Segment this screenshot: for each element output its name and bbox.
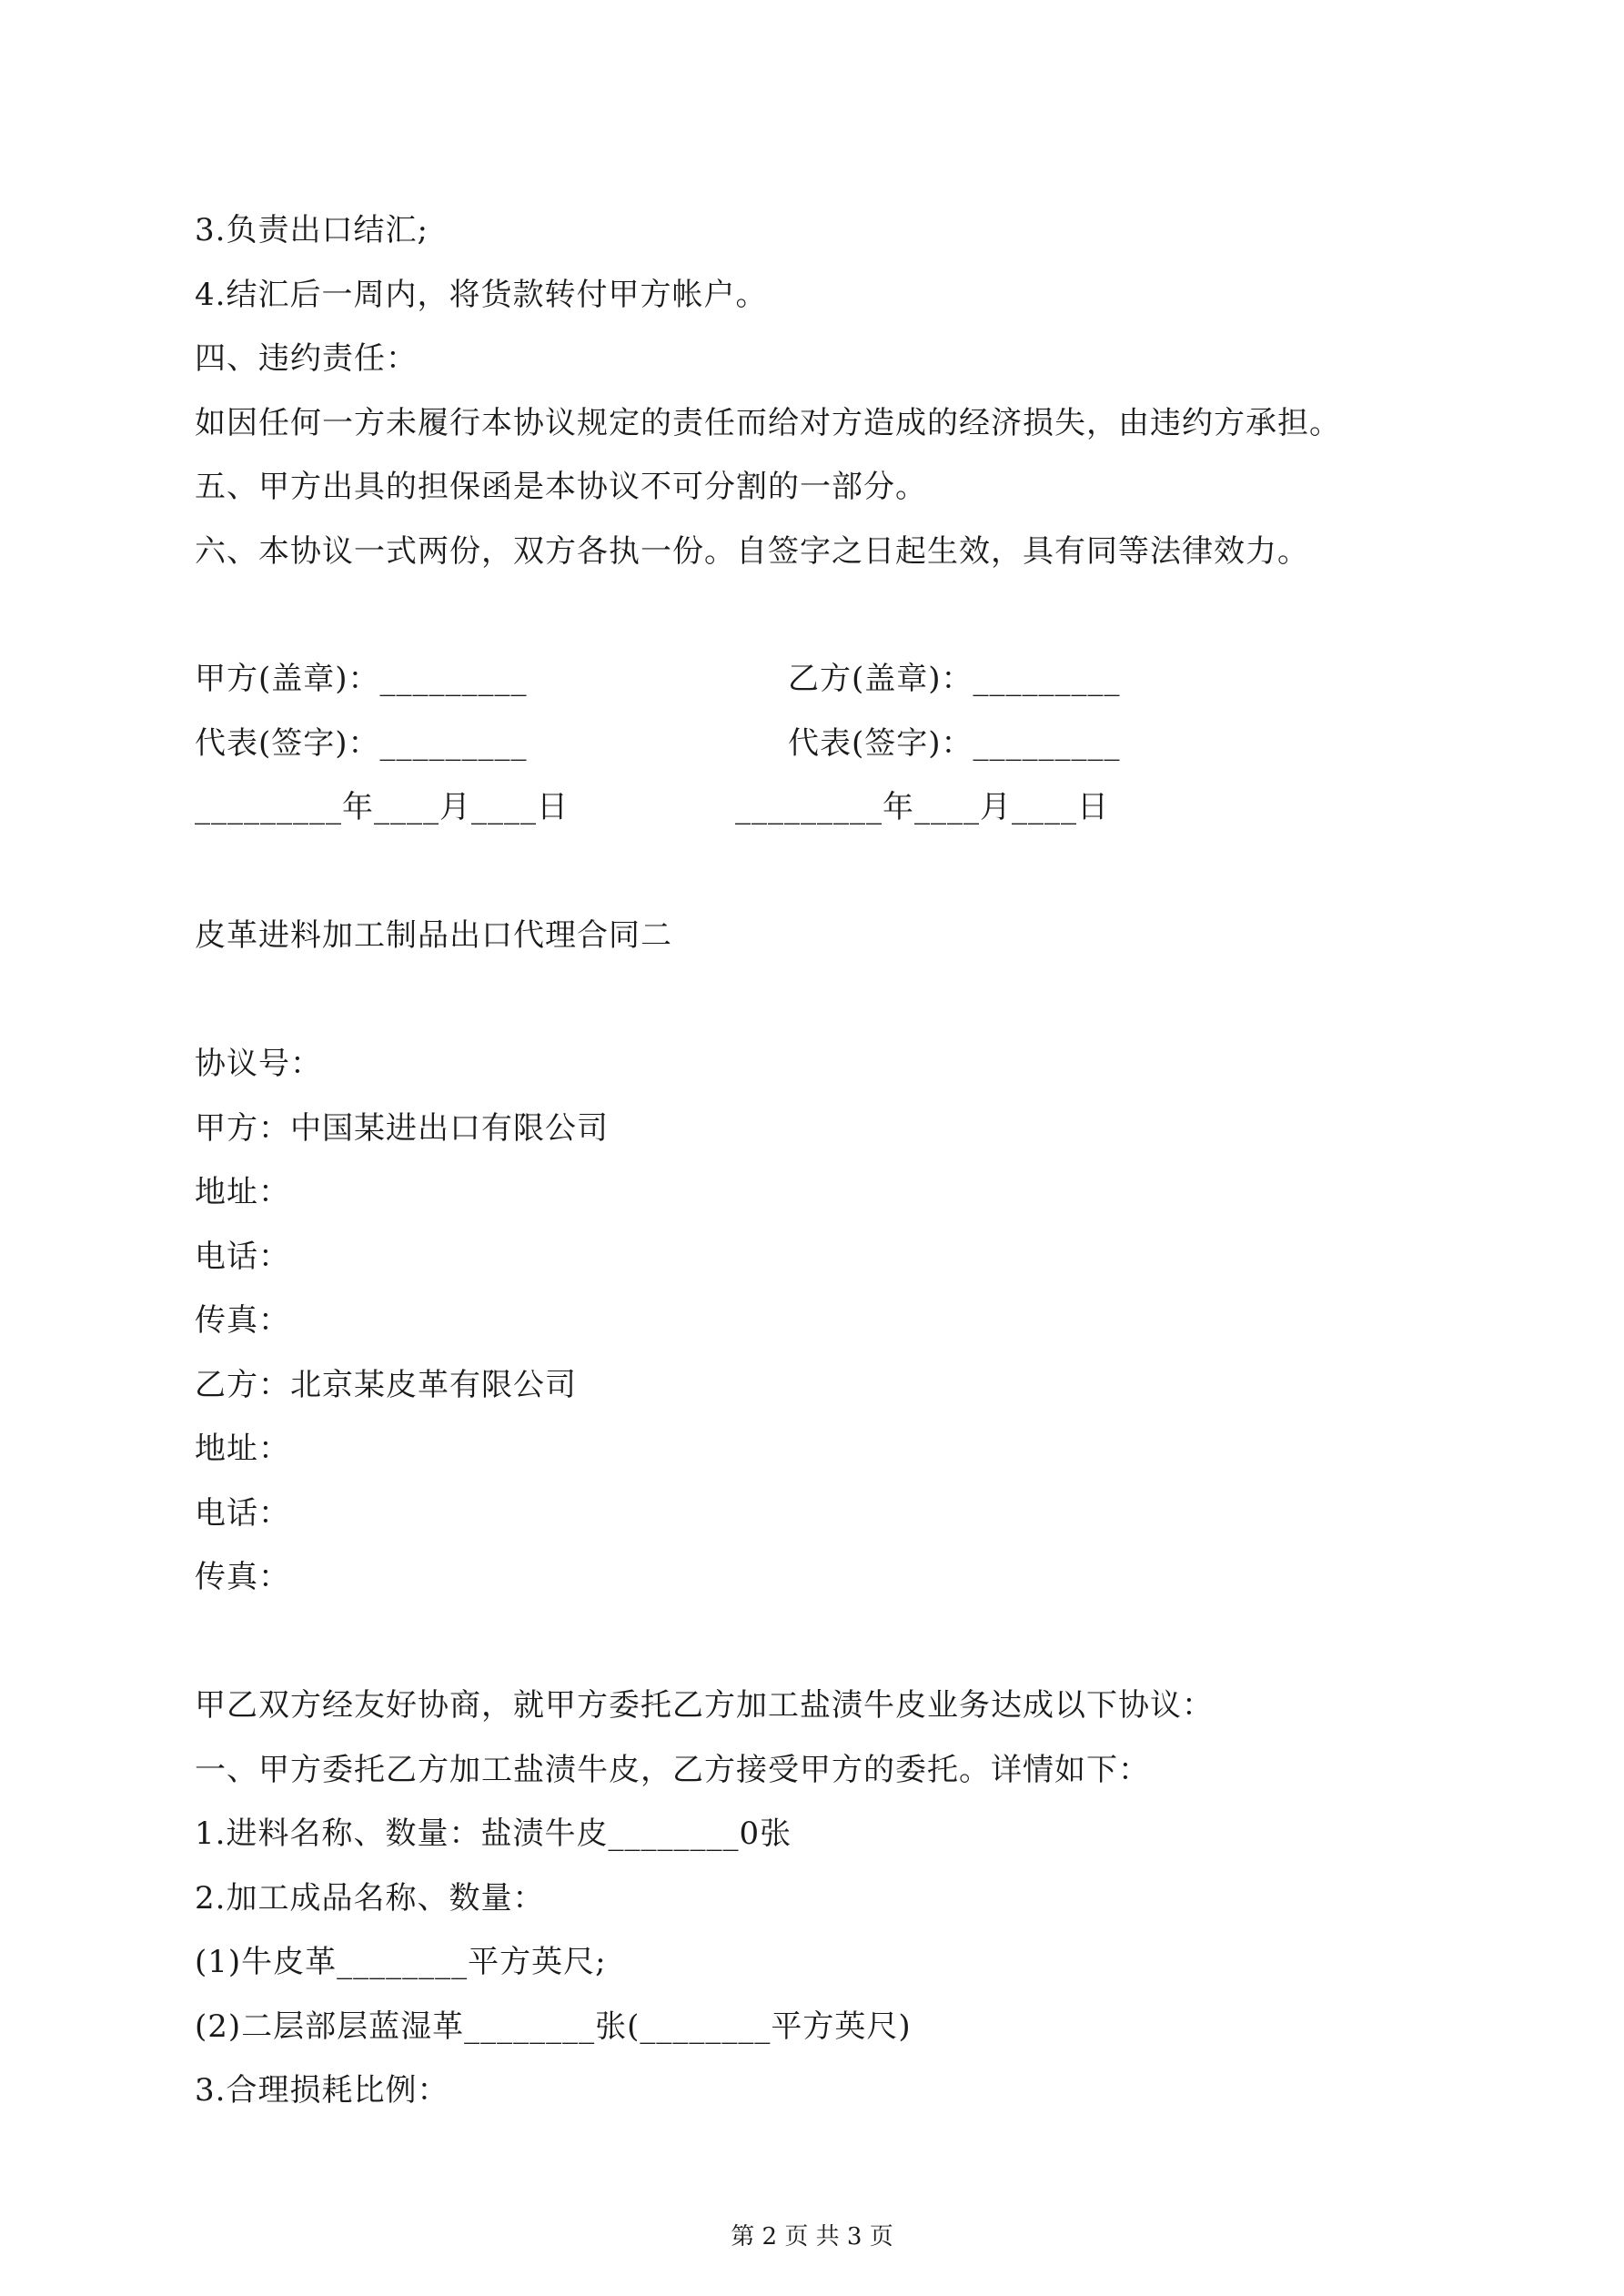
party-b-seal-line: 乙方(盖章)：_________ xyxy=(788,661,1121,697)
clause-line: 五、甲方出具的担保函是本协议不可分割的一部分。 xyxy=(195,469,927,505)
party-b-name: 乙方：北京某皮革有限公司 xyxy=(195,1367,577,1403)
agreement-number: 协议号： xyxy=(195,1046,322,1082)
section-heading: 四、违约责任： xyxy=(195,340,418,377)
party-b-date-line: _________年____月____日 xyxy=(735,789,1109,825)
party-a-address: 地址： xyxy=(195,1174,290,1210)
party-b-phone: 电话： xyxy=(195,1495,290,1532)
party-a-phone: 电话： xyxy=(195,1239,290,1275)
clause-line: 4.结汇后一周内，将货款转付甲方帐户。 xyxy=(195,277,768,313)
clause-one: 一、甲方委托乙方加工盐渍牛皮，乙方接受甲方的委托。详情如下： xyxy=(195,1752,1150,1788)
clause-line: 3.负责出口结汇; xyxy=(195,212,429,248)
party-b-fax: 传真： xyxy=(195,1559,290,1595)
intro-paragraph: 甲乙双方经友好协商，就甲方委托乙方加工盐渍牛皮业务达成以下协议： xyxy=(195,1687,1214,1724)
party-b-rep-line: 代表(签字)：_________ xyxy=(788,725,1121,762)
party-a-date-line: _________年____月____日 xyxy=(195,789,569,825)
party-b-address: 地址： xyxy=(195,1431,290,1467)
party-a-rep-line: 代表(签字)：_________ xyxy=(195,725,528,762)
clause-line: 如因任何一方未履行本协议规定的责任而给对方造成的经济损失，由违约方承担。 xyxy=(195,405,1341,441)
page-footer: 第 2 页 共 3 页 xyxy=(731,2223,893,2250)
party-a-fax: 传真： xyxy=(195,1302,290,1339)
item-one: 1.进料名称、数量：盐渍牛皮________0张 xyxy=(195,1816,792,1852)
item-two-sub-two: (2)二层部层蓝湿革________张(________平方英尺) xyxy=(195,2008,912,2045)
party-a-seal-line: 甲方(盖章)：_________ xyxy=(195,661,528,697)
item-three: 3.合理损耗比例： xyxy=(195,2072,449,2109)
item-two-sub-one: (1)牛皮革________平方英尺; xyxy=(195,1944,607,1980)
party-a-name: 甲方：中国某进出口有限公司 xyxy=(195,1110,609,1147)
contract-title: 皮革进料加工制品出口代理合同二 xyxy=(195,917,672,954)
clause-line: 六、本协议一式两份，双方各执一份。自签字之日起生效，具有同等法律效力。 xyxy=(195,533,1309,570)
item-two: 2.加工成品名称、数量： xyxy=(195,1880,545,1917)
